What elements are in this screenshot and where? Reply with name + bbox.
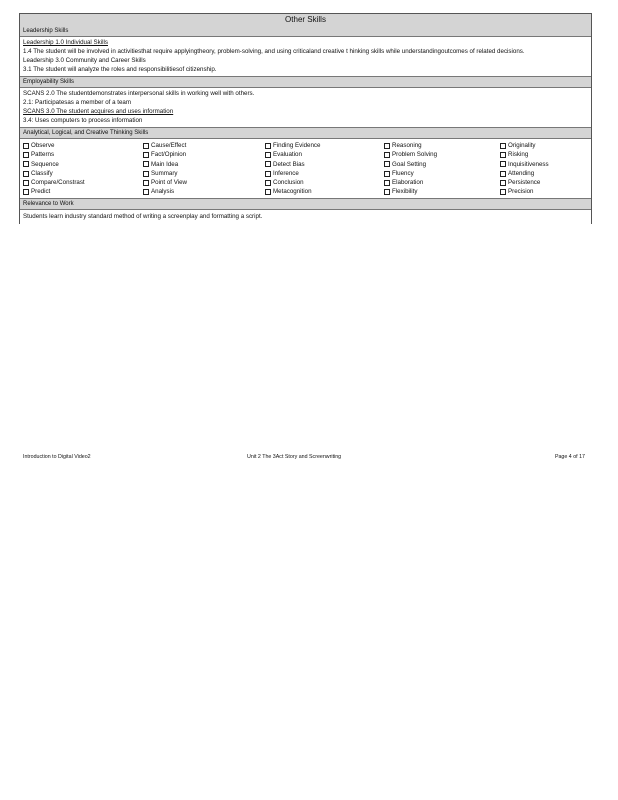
checkbox-label: Evaluation: [273, 151, 302, 159]
scans-2-0: SCANS 2.0 The studentdemonstrates interpersonal skills in working well with others.: [23, 90, 255, 97]
checkbox-icon[interactable]: [265, 161, 271, 167]
scans-3-0: SCANS 3.0 The student acquires and uses information: [23, 108, 174, 115]
checkbox-item[interactable]: [384, 160, 500, 169]
checkbox-label: Classify: [31, 169, 53, 177]
checkbox-label: Main Idea: [151, 160, 179, 168]
leadership-standard-3: Leadership 3.0 Community and Career Skills: [23, 57, 146, 64]
scans-3-4: 3.4: Uses computers to process information: [23, 117, 143, 124]
checkbox-item[interactable]: [500, 160, 580, 169]
other-skills-title: Other Skills: [285, 15, 326, 24]
checkbox-item[interactable]: [265, 187, 384, 196]
checkbox-label: Fluency: [392, 169, 414, 177]
checkbox-icon[interactable]: [500, 143, 506, 149]
checklist-column-1: [23, 141, 143, 197]
checkbox-item[interactable]: [500, 178, 580, 187]
checkbox-item[interactable]: [500, 187, 580, 196]
footer-unit: Unit 2 The 3Act Story and Screenwriting: [247, 454, 342, 460]
checkbox-label: Detect Bias: [273, 160, 305, 168]
checkbox-item[interactable]: [265, 169, 384, 178]
checkbox-icon[interactable]: [143, 161, 149, 167]
employability-skills-header: [20, 76, 591, 88]
checkbox-icon[interactable]: [265, 143, 271, 149]
checkbox-label: Problem Solving: [392, 151, 438, 159]
checkbox-icon[interactable]: [384, 189, 390, 195]
employability-section: [20, 88, 591, 127]
employability-skills-label: Employability Skills: [23, 79, 75, 85]
checkbox-icon[interactable]: [500, 189, 506, 195]
checkbox-label: Inquisitiveness: [508, 160, 549, 168]
leadership-skills-label: Leadership Skills: [23, 28, 69, 34]
checkbox-label: Cause/Effect: [151, 142, 187, 149]
checkbox-icon[interactable]: [500, 180, 506, 186]
leadership-standard-3-1: 3.1 The student will analyze the roles and responsibilitiesof citizenship.: [23, 66, 217, 73]
checkbox-label: Risking: [508, 151, 529, 159]
leadership-standard-1: Leadership 1.0 Individual Skills: [23, 39, 108, 46]
leadership-section: [20, 37, 591, 76]
checkbox-item[interactable]: [265, 178, 384, 187]
checkbox-item[interactable]: [143, 169, 265, 178]
checkbox-label: Point of View: [151, 179, 188, 187]
checkbox-label: Precision: [508, 188, 534, 196]
checkbox-item[interactable]: [23, 187, 143, 196]
checkbox-label: Persistence: [508, 179, 541, 187]
checkbox-icon[interactable]: [143, 180, 149, 186]
checkbox-icon[interactable]: [265, 152, 271, 158]
checkbox-label: Inference: [273, 169, 299, 177]
relevance-to-work-header: [20, 198, 591, 210]
checkbox-icon[interactable]: [384, 161, 390, 167]
checkbox-item[interactable]: [500, 169, 580, 178]
checkbox-icon[interactable]: [384, 143, 390, 149]
checkbox-item[interactable]: [384, 178, 500, 187]
checkbox-label: Flexibility: [392, 188, 418, 196]
checkbox-label: Analysis: [151, 188, 175, 196]
checkbox-icon[interactable]: [143, 152, 149, 158]
checkbox-label: Metacognition: [273, 188, 312, 196]
checkbox-icon[interactable]: [23, 152, 29, 158]
relevance-section: [20, 210, 591, 224]
other-skills-table: [19, 13, 592, 224]
thinking-skills-label: Analytical, Logical, and Creative Thinking Skills: [23, 130, 149, 136]
relevance-to-work-label: Relevance to Work: [23, 200, 74, 207]
checkbox-icon[interactable]: [384, 171, 390, 177]
checkbox-icon[interactable]: [143, 171, 149, 177]
checkbox-item[interactable]: [265, 141, 384, 150]
checkbox-label: Elaboration: [392, 179, 424, 187]
checkbox-icon[interactable]: [143, 143, 149, 149]
footer-course: Introduction to Digital Video2: [23, 454, 91, 460]
checkbox-label: Attending: [508, 169, 535, 177]
checkbox-item[interactable]: [143, 178, 265, 187]
checkbox-item[interactable]: [23, 178, 143, 187]
checkbox-icon[interactable]: [265, 180, 271, 186]
checkbox-item[interactable]: [500, 150, 580, 159]
thinking-skills-checklist: [20, 139, 591, 198]
checkbox-item[interactable]: [23, 150, 143, 159]
checkbox-label: Goal Setting: [392, 160, 427, 168]
scans-2-1: 2.1: Participatesas a member of a team: [23, 99, 131, 106]
checkbox-icon[interactable]: [23, 143, 29, 149]
checkbox-item[interactable]: [265, 150, 384, 159]
checkbox-label: Patterns: [31, 151, 55, 159]
checkbox-item[interactable]: [143, 160, 265, 169]
checklist-column-4: [384, 141, 500, 197]
checkbox-item[interactable]: [143, 150, 265, 159]
checkbox-label: Originality: [508, 142, 536, 149]
checkbox-label: Summary: [151, 169, 178, 177]
checkbox-item[interactable]: [23, 169, 143, 178]
checkbox-item[interactable]: [384, 187, 500, 196]
checkbox-label: Conclusion: [273, 179, 304, 187]
checkbox-item[interactable]: [23, 141, 143, 150]
checkbox-label: Observe: [31, 142, 55, 149]
leadership-standard-1-4: 1.4 The student will be involved in activitiesthat require applyingtheory, problem-solving, and using criticaland creative t hinking skills while understandingoutcomes of related decisions.: [23, 48, 525, 55]
checkbox-icon[interactable]: [265, 171, 271, 177]
checkbox-icon[interactable]: [23, 171, 29, 177]
checkbox-icon[interactable]: [23, 161, 29, 167]
checkbox-item[interactable]: [265, 160, 384, 169]
checkbox-label: Finding Evidence: [273, 142, 321, 149]
checkbox-icon[interactable]: [265, 189, 271, 195]
checkbox-icon[interactable]: [143, 189, 149, 195]
checkbox-item[interactable]: [500, 141, 580, 150]
checkbox-label: Fact/Opinion: [151, 151, 187, 159]
relevance-text: Students learn industry standard method of writing a screenplay and formatting a script.: [23, 212, 263, 220]
thinking-skills-header: [20, 127, 591, 139]
checkbox-icon[interactable]: [23, 180, 29, 186]
checkbox-item[interactable]: [143, 187, 265, 196]
checkbox-icon[interactable]: [500, 171, 506, 177]
checkbox-item[interactable]: [23, 160, 143, 169]
checklist-column-3: [265, 141, 384, 197]
checkbox-item[interactable]: [384, 150, 500, 159]
checkbox-label: Predict: [31, 188, 51, 196]
checkbox-label: Compare/Constrast: [31, 179, 85, 187]
checklist-column-5: [500, 141, 580, 197]
other-skills-header: [20, 14, 591, 37]
checkbox-item[interactable]: [384, 141, 500, 150]
checkbox-icon[interactable]: [500, 152, 506, 158]
checkbox-icon[interactable]: [384, 152, 390, 158]
checkbox-icon[interactable]: [23, 189, 29, 195]
checkbox-item[interactable]: [384, 169, 500, 178]
checkbox-label: Reasoning: [392, 142, 422, 149]
page-footer: [23, 453, 585, 461]
footer-page-number: Page 4 of 17: [554, 454, 585, 460]
checkbox-icon[interactable]: [384, 180, 390, 186]
checkbox-icon[interactable]: [500, 161, 506, 167]
checkbox-item[interactable]: [143, 141, 265, 150]
checklist-column-2: [143, 141, 265, 197]
checkbox-label: Sequence: [31, 160, 59, 168]
